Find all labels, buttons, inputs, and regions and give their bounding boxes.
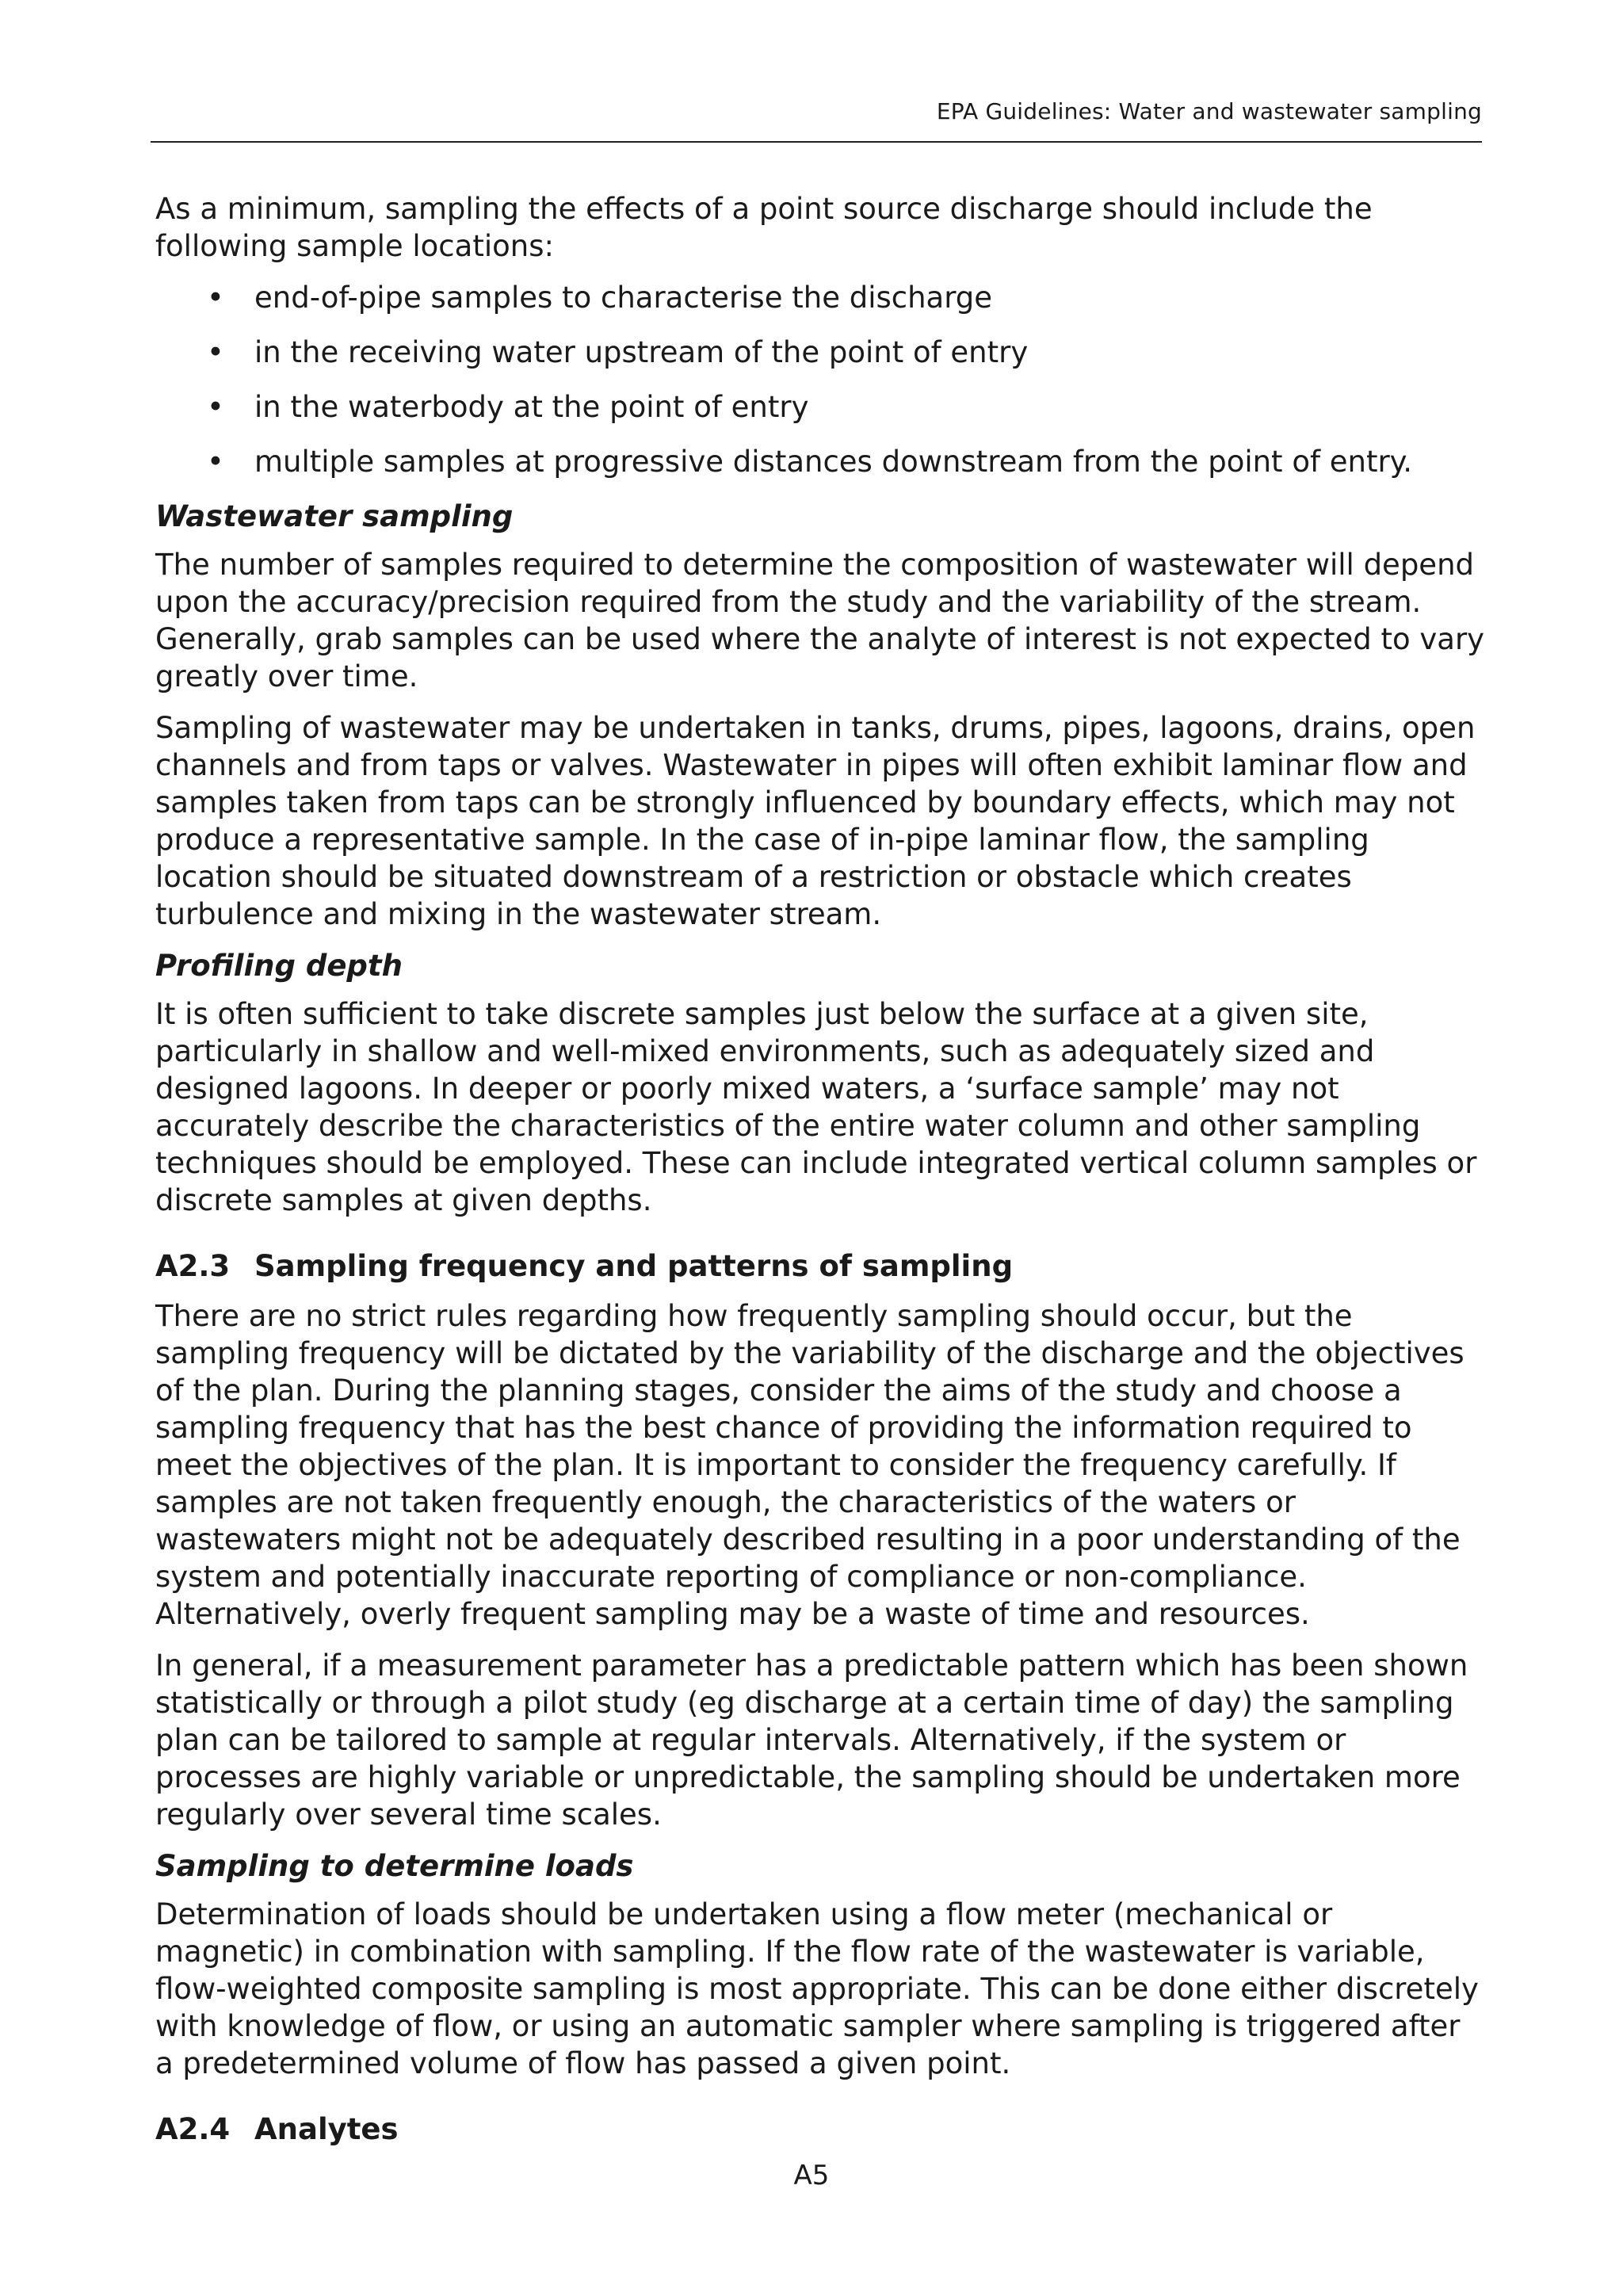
list-item	[155, 279, 1485, 316]
profiling-depth-heading: Profiling depth	[155, 949, 403, 983]
bullet-icon: •	[207, 335, 224, 369]
loads-heading: Sampling to determine loads	[155, 1849, 634, 1883]
section-title: Sampling frequency and patterns of sampling	[254, 1249, 1014, 1283]
frequency-paragraph-1: There are no strict rules regarding how frequently sampling should occur, but the sampling frequency will be dictated by the variability of the discharge and the objectives of the plan. During the planning stages, consider the aims of the study and choose a sampling frequency that has the best chance of providing the information required to meet the objectives of the plan. It is important to consider the frequency carefully. If samples are not taken frequently enough, the characteristics of the waters or wastewaters might not be adequately described resulting in a poor understanding of the system and potentially inaccurate reporting of compliance or non-compliance. Alternatively, overly frequent sampling may be a waste of time and resources.	[155, 1299, 1465, 1631]
wastewater-paragraph-2: Sampling of wastewater may be undertaken in tanks, drums, pipes, lagoons, drains, open channels and from taps or valves. Wastewater in pipes will often exhibit laminar flow and samples taken from taps can be strongly influenced by boundary effects, which may not produce a representative sample. In the case of in-pipe laminar flow, the sampling location should be situated downstream of a restriction or obstacle which creates turbulence and mixing in the wastewater stream.	[155, 711, 1476, 931]
wastewater-paragraph-1: The number of samples required to determine the composition of wastewater will depend upon the accuracy/precision required from the study and the variability of the stream. Generally, grab samples can be used where the analyte of interest is not expected to vary greatly over time.	[155, 548, 1485, 693]
list-item-text: multiple samples at progressive distances downstream from the point of entry.	[254, 445, 1413, 479]
sample-locations-list	[155, 279, 1485, 480]
list-item-text: in the waterbody at the point of entry	[254, 390, 809, 424]
profiling-depth-paragraph: It is often sufficient to take discrete samples just below the surface at a given site, particularly in shallow and well-mixed environments, such as adequately sized and designed lagoons. In deeper or poorly mixed waters, a ‘surface sample’ may not accurately describe the characteristics of the entire water column and other sampling techniques should be employed. These can include integrated vertical column samples or discrete samples at given depths.	[155, 997, 1477, 1217]
section-title: Analytes	[254, 2112, 399, 2146]
wastewater-sampling-heading: Wastewater sampling	[155, 499, 514, 533]
section-a24-heading	[155, 2111, 1485, 2148]
intro-paragraph: As a minimum, sampling the effects of a point source discharge should include the following sample locations:	[155, 192, 1373, 263]
page-content	[155, 190, 1485, 2160]
frequency-paragraph-2: In general, if a measurement parameter has a predictable pattern which has been shown statistically or through a pilot study (eg discharge at a certain time of day) the sampling plan can be tailored to sample at regular intervals. Alternatively, if the system or processes are highly variable or unpredictable, the sampling should be undertaken more regularly over several time scales.	[155, 1648, 1468, 1832]
header-title: EPA Guidelines: Water and wastewater sampling	[936, 98, 1482, 124]
list-item	[155, 388, 1485, 426]
bullet-icon: •	[207, 390, 224, 424]
page-number: A5	[793, 2160, 830, 2191]
section-number: A2.3	[155, 1249, 231, 1283]
list-item-text: in the receiving water upstream of the point of entry	[254, 335, 1029, 369]
section-a23-heading	[155, 1247, 1485, 1285]
list-item	[155, 334, 1485, 371]
list-item	[155, 443, 1485, 480]
loads-paragraph: Determination of loads should be undertaken using a flow meter (mechanical or magnetic) in combination with sampling. If the flow rate of the wastewater is variable, flow-weighted composite sampling is most appropriate. This can be done either discretely with knowledge of flow, or using an automatic sampler where sampling is triggered after a predetermined volume of flow has passed a given point.	[155, 1897, 1479, 2080]
page-header	[151, 94, 1482, 143]
list-item-text: end-of-pipe samples to characterise the discharge	[254, 281, 993, 315]
bullet-icon: •	[207, 281, 224, 315]
section-number: A2.4	[155, 2112, 231, 2146]
bullet-icon: •	[207, 445, 224, 479]
